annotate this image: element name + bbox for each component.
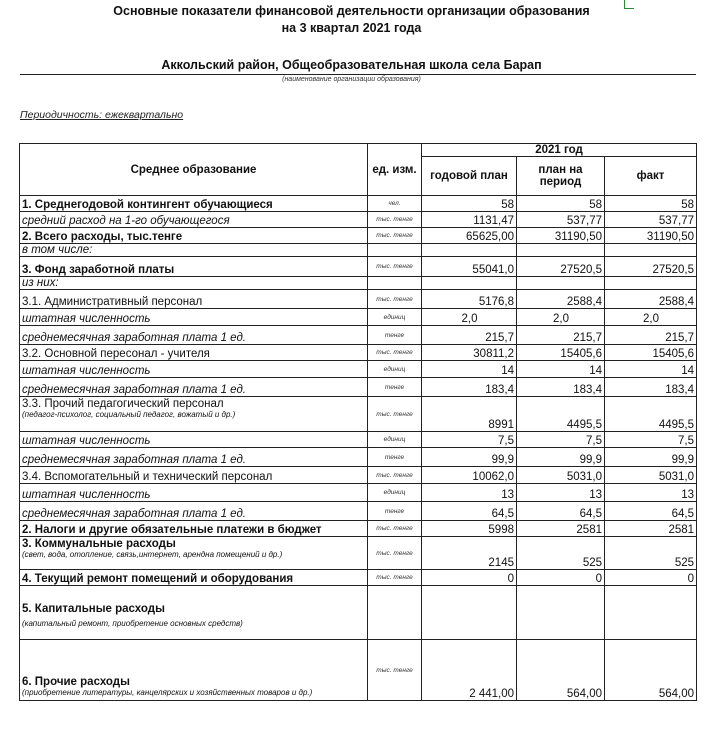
cell-fact: 2588,4	[605, 290, 697, 309]
cell-fact: 2,0	[605, 309, 697, 326]
row-label: среднемесячная заработная плата 1 ед.	[20, 502, 368, 521]
row-unit: тыс. тенге	[368, 228, 422, 244]
cell-annual: 2,0	[422, 309, 517, 326]
cell-period: 2588,4	[517, 290, 605, 309]
cell-period: 0	[517, 570, 605, 586]
cell-annual: 13	[422, 484, 517, 502]
cell-period: 4495,5	[517, 397, 605, 432]
table-row	[20, 570, 697, 586]
cell-period: 525	[517, 537, 605, 570]
cell-period: 13	[517, 484, 605, 502]
row-sublabel: (свет, вода, отопление, связь,интернет, арендна помещений и др.)	[22, 550, 283, 559]
row-label: 3.1. Административный персонал	[20, 290, 368, 309]
row-unit: чел.	[368, 196, 422, 212]
row-label: штатная численность	[20, 309, 368, 326]
cell-period: 31190,50	[517, 228, 605, 244]
cell-fact: 564,00	[605, 640, 697, 701]
cell-annual: 8991	[422, 397, 517, 432]
row-unit	[368, 586, 422, 640]
row-unit: тыс. тенге	[368, 257, 422, 277]
col-period-header: план на период	[517, 157, 605, 196]
row-label: 3. Коммунальные расходы (свет, вода, отопление, связь,интернет, арендна помещений и др.)	[20, 537, 368, 570]
cell-fact: 27520,5	[605, 257, 697, 277]
cell-annual: 5998	[422, 521, 517, 537]
row-label: штатная численность	[20, 484, 368, 502]
row-label: из них:	[20, 277, 368, 290]
row-label: 3.4. Вспомогательный и технический персонал	[20, 467, 368, 484]
row-unit: тыс. тенге	[368, 537, 422, 570]
cell-period: 99,9	[517, 448, 605, 467]
row-unit: тыс. тенге	[368, 521, 422, 537]
organization-underline	[20, 74, 696, 75]
row-unit: тенге	[368, 502, 422, 521]
cell-period	[517, 586, 605, 640]
table-row	[20, 397, 697, 432]
table-row	[20, 326, 697, 345]
row-label: среднемесячная заработная плата 1 ед.	[20, 448, 368, 467]
cell-annual	[422, 244, 517, 257]
report-period: на 3 квартал 2021 года	[281, 21, 422, 35]
row-label: средний расход на 1-го обучающегося	[20, 212, 368, 228]
table-row	[20, 467, 697, 484]
table-row	[20, 309, 697, 326]
cell-fact: 4495,5	[605, 397, 697, 432]
row-unit	[368, 277, 422, 290]
cell-annual: 55041,0	[422, 257, 517, 277]
row-label: 3.2. Основной пересонал - учителя	[20, 345, 368, 361]
row-label: в том числе:	[20, 244, 368, 257]
row-label: 2. Всего расходы, тыс.тенге	[20, 228, 368, 244]
cell-fact: 64,5	[605, 502, 697, 521]
row-label: 1. Среднегодовой контингент обучающиеся	[20, 196, 368, 212]
row-unit: тенге	[368, 378, 422, 397]
cell-fact: 0	[605, 570, 697, 586]
table-row	[20, 432, 697, 448]
col-annual-header: годовой план	[422, 157, 517, 196]
table-row	[20, 502, 697, 521]
row-unit: тенге	[368, 326, 422, 345]
table-row	[20, 378, 697, 397]
cell-annual: 2145	[422, 537, 517, 570]
row-unit: тыс. тенге	[368, 212, 422, 228]
cell-annual: 1131,47	[422, 212, 517, 228]
cell-fact	[605, 244, 697, 257]
row-label: 5. Капитальные расходы (капитальный ремонт, приобретение основных средств)	[20, 586, 368, 640]
cell-fact: 13	[605, 484, 697, 502]
cell-period: 14	[517, 361, 605, 378]
row-unit: тыс. тенге	[368, 345, 422, 361]
cell-annual: 215,7	[422, 326, 517, 345]
cell-fact: 14	[605, 361, 697, 378]
table-row	[20, 277, 697, 290]
financial-table	[19, 143, 697, 701]
row-label: штатная численность	[20, 432, 368, 448]
table-row	[20, 521, 697, 537]
cell-period: 5031,0	[517, 467, 605, 484]
table-row	[20, 361, 697, 378]
cell-period: 537,77	[517, 212, 605, 228]
cell-annual: 58	[422, 196, 517, 212]
cell-period: 27520,5	[517, 257, 605, 277]
cell-annual: 64,5	[422, 502, 517, 521]
cell-period: 64,5	[517, 502, 605, 521]
year-header: 2021 год	[422, 144, 697, 157]
cell-annual: 0	[422, 570, 517, 586]
periodicity: Периодичность: ежеквартально	[20, 109, 184, 121]
cell-annual: 2 441,00	[422, 640, 517, 701]
cell-annual: 14	[422, 361, 517, 378]
table-row	[20, 448, 697, 467]
row-label: 4. Текущий ремонт помещений и оборудования	[20, 570, 368, 586]
table-row	[20, 244, 697, 257]
row-sublabel: (приобретение литературы, канцелярских и хозяйственных товаров и др.)	[22, 688, 313, 697]
section-header: Среднее образование	[20, 144, 368, 196]
row-unit	[368, 244, 422, 257]
cell-annual	[422, 586, 517, 640]
cell-period	[517, 277, 605, 290]
cell-fact: 15405,6	[605, 345, 697, 361]
cell-annual: 5176,8	[422, 290, 517, 309]
row-label: среднемесячная заработная плата 1 ед.	[20, 378, 368, 397]
cell-fact: 31190,50	[605, 228, 697, 244]
cell-fact: 215,7	[605, 326, 697, 345]
cell-annual: 65625,00	[422, 228, 517, 244]
cell-fact: 58	[605, 196, 697, 212]
row-unit: единиц	[368, 309, 422, 326]
row-unit: единиц	[368, 432, 422, 448]
report-title: Основные показатели финансовой деятельности организации образования	[113, 4, 590, 18]
table-row	[20, 484, 697, 502]
organization-name: Аккольский район, Общеобразовательная школа села Барап	[161, 58, 542, 72]
row-unit: тыс. тенге	[368, 467, 422, 484]
cell-fact: 5031,0	[605, 467, 697, 484]
row-label: штатная численность	[20, 361, 368, 378]
cell-period: 183,4	[517, 378, 605, 397]
cell-annual: 99,9	[422, 448, 517, 467]
cell-period: 58	[517, 196, 605, 212]
cell-period: 2,0	[517, 309, 605, 326]
cell-period: 15405,6	[517, 345, 605, 361]
table-row	[20, 228, 697, 244]
cell-fact	[605, 277, 697, 290]
table-row	[20, 257, 697, 277]
row-unit: тенге	[368, 448, 422, 467]
cell-annual	[422, 277, 517, 290]
row-unit: единиц	[368, 361, 422, 378]
cell-period: 7,5	[517, 432, 605, 448]
row-label: 3. Фонд заработной платы	[20, 257, 368, 277]
row-label: 2. Налоги и другие обязательные платежи в бюджет	[20, 521, 368, 537]
cell-fact: 2581	[605, 521, 697, 537]
cell-annual: 30811,2	[422, 345, 517, 361]
table-row	[20, 212, 697, 228]
cell-period	[517, 244, 605, 257]
row-sublabel: (педагог-психолог, социальный педагог, вожатый и др.)	[22, 410, 236, 419]
row-unit: тыс. тенге	[368, 570, 422, 586]
cell-period: 215,7	[517, 326, 605, 345]
cell-fact	[605, 586, 697, 640]
table-row	[20, 537, 697, 570]
organization-caption: (наименование организации образования)	[282, 76, 421, 83]
row-unit: единиц	[368, 484, 422, 502]
cell-fact: 525	[605, 537, 697, 570]
cell-fact: 537,77	[605, 212, 697, 228]
table-row	[20, 345, 697, 361]
cell-fact: 183,4	[605, 378, 697, 397]
cell-period: 564,00	[517, 640, 605, 701]
cell-fact: 7,5	[605, 432, 697, 448]
cell-period: 2581	[517, 521, 605, 537]
table-row	[20, 586, 697, 640]
cell-fact: 99,9	[605, 448, 697, 467]
row-sublabel: (капитальный ремонт, приобретение основных средств)	[22, 618, 243, 628]
cell-annual: 183,4	[422, 378, 517, 397]
cell-annual: 7,5	[422, 432, 517, 448]
table-row	[20, 640, 697, 701]
col-fact-header: факт	[605, 157, 697, 196]
table-row	[20, 290, 697, 309]
cell-annual: 10062,0	[422, 467, 517, 484]
row-unit: тыс. тенге	[368, 290, 422, 309]
row-unit: тыс. тенге	[368, 397, 422, 432]
row-label: среднемесячная заработная плата 1 ед.	[20, 326, 368, 345]
row-label: 3.3. Прочий педагогический персонал (педагог-психолог, социальный педагог, вожатый и др.)	[20, 397, 368, 432]
unit-header: ед. изм.	[368, 144, 422, 196]
row-label: 6. Прочие расходы (приобретение литературы, канцелярских и хозяйственных товаров и др.)	[20, 640, 368, 701]
row-unit: тыс. тенге	[368, 640, 422, 701]
table-row	[20, 196, 697, 212]
